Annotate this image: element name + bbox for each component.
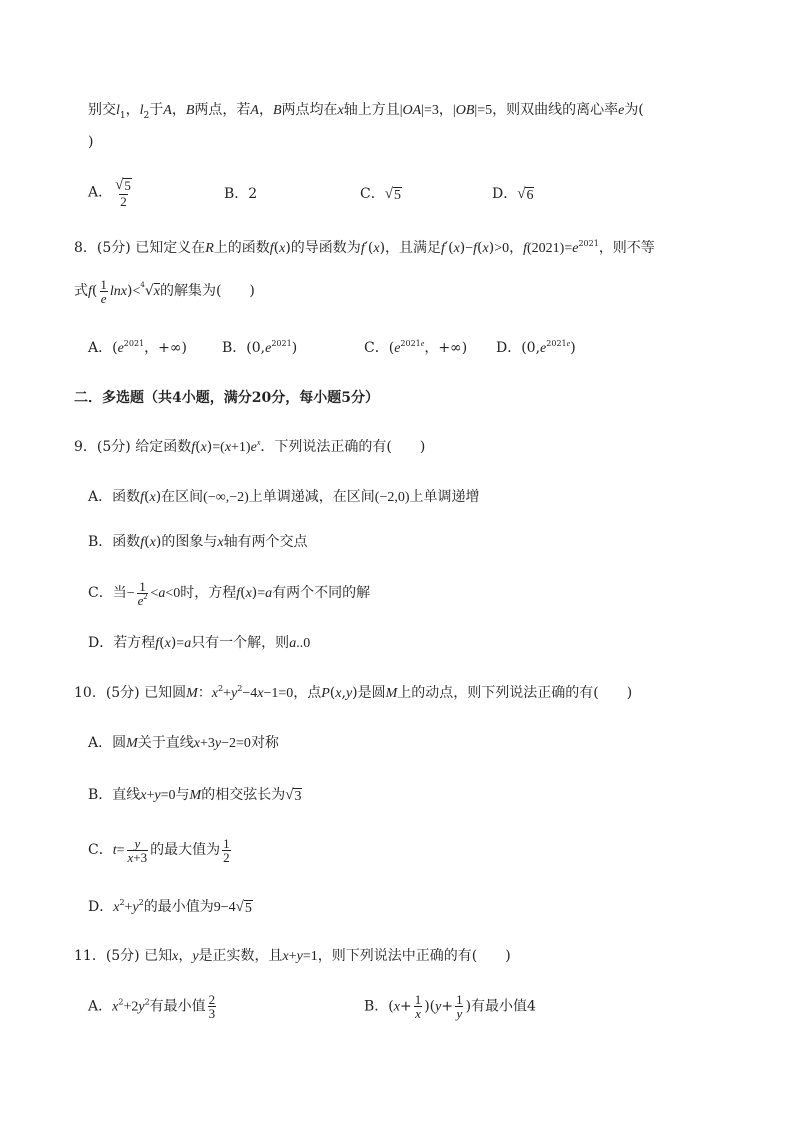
q10-option-d[interactable]: D．$x^2+y^2$的最小值为9−4 √ 5 <box>88 898 252 916</box>
q8-option-a[interactable]: A．($e^{2021}$，+∞) <box>88 339 188 356</box>
q7-stem-line2: ) <box>88 134 94 150</box>
q7-option-c[interactable]: C． √ 5 <box>360 185 401 203</box>
q11-option-a[interactable]: A．$x^2+2y^2$有最小值 $\frac{2}{3}$ <box>88 991 216 1021</box>
q7-option-a[interactable]: A． √ 5 2 <box>88 177 131 209</box>
q9-stem: 9．(5分) 给定函数$f(x)=(x+1)e^x$．下列说法正确的有( ) <box>74 438 426 455</box>
q8-stem-line2: 式f( $\frac{1}{e}$ lnx)<$^4$√x的解集为( ) <box>74 276 255 306</box>
q7-option-b[interactable]: B．2 <box>224 186 258 202</box>
q8-option-b[interactable]: B．$(0,e^{2021})$ <box>222 339 298 356</box>
q8-options <box>88 336 576 358</box>
q9-option-d[interactable]: D．若方程f(x)=a只有一个解，则a..0 <box>88 635 311 651</box>
q8-option-d[interactable]: D．$(0,e^{2021e})$ <box>496 339 576 356</box>
section-title: 二．多选题（共4小题，满分20分，每小题5分） <box>74 390 379 406</box>
q7-option-d[interactable]: D． √ 6 <box>492 185 534 203</box>
q8-stem-line1: 8．(5分) 已知定义在R上的函数f(x)的导函数为f′(x)，且满足f′(x)−f(x)>0，$f(2021)=e^{2021}$，则不等 <box>74 239 655 256</box>
q10-stem: 10．(5分) 已知圆M：$x^2+y^2-4x-1=0$，点P(x,y)是圆M上的动点，则下列说法正确的有( ) <box>74 684 633 701</box>
q7-options <box>88 176 534 210</box>
q7-stem-line1: 别交$l_1$，$l_2$于A，B两点，若A，B两点均在x轴上方且|OA|=3，|OB|=5，则双曲线的离心率e为( <box>88 102 644 121</box>
q10-option-c[interactable]: C．t= $\frac{y}{x+3}$ 的最大值为 $\frac{1}{2}$ <box>88 835 230 865</box>
q9-option-b[interactable]: B．函数f(x)的图象与x轴有两个交点 <box>88 534 308 550</box>
q10-option-b[interactable]: B．直线x+y=0与M的相交弦长为 √ 3 <box>88 787 302 804</box>
q11-stem: 11．(5分) 已知x，y是正实数，且x+y=1，则下列说法中正确的有( ) <box>74 948 511 964</box>
q11-options <box>88 988 536 1024</box>
q8-option-c[interactable]: C．($e^{2021e}$，+∞) <box>364 339 468 356</box>
q9-option-c[interactable]: C．当− $\frac{1}{e^2}$ <a<0时，方程f(x)=a有两个不同的解 <box>88 578 371 608</box>
q9-option-a[interactable]: A．函数f(x)在区间(−∞,−2)上单调递减，在区间(−2,0)上单调递增 <box>88 489 480 505</box>
q11-option-b[interactable]: B．(x+ $\frac{1}{x}$ )(y+ $\frac{1}{y}$ )有最小值4 <box>364 991 536 1021</box>
q10-option-a[interactable]: A．圆M关于直线x+3y−2=0对称 <box>88 735 279 751</box>
